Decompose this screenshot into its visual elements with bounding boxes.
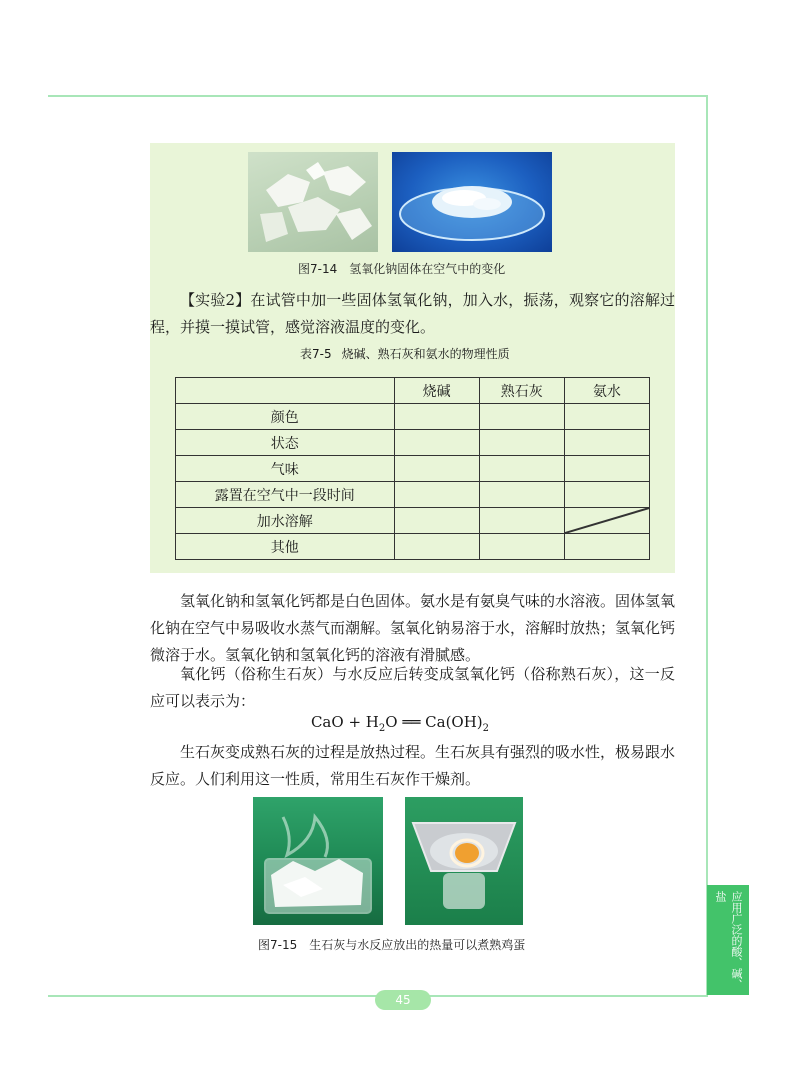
equation-left-tail: O [385, 713, 398, 731]
table-cell [394, 404, 479, 430]
figure-7-14-caption [298, 260, 505, 277]
table-cell [564, 534, 649, 560]
table-cell [479, 508, 564, 534]
row-label-color: 颜色 [176, 404, 395, 430]
paragraph-quicklime-reaction: 氧化钙（俗称生石灰）与水反应后转变成氢氧化钙（俗称熟石灰），这一反应可以表示为： [150, 665, 675, 710]
header-ammonia-water: 氨水 [564, 378, 649, 404]
table-7-5-title [300, 345, 510, 362]
header-slaked-lime: 熟石灰 [479, 378, 564, 404]
figure-title: 氢氧化钠固体在空气中的变化 [349, 262, 506, 276]
row-label-odor: 气味 [176, 456, 395, 482]
table-cell [394, 482, 479, 508]
table-cell [479, 482, 564, 508]
quicklime-water-photo [253, 797, 383, 925]
paragraph-drying-agent: 生石灰变成熟石灰的过程是放热过程。生石灰具有强烈的吸水性，极易跟水反应。人们利用这一性质，常用生石灰作干燥剂。 [150, 743, 676, 788]
table-row [176, 404, 650, 430]
figure-number: 图7-14 [298, 262, 338, 276]
header-caustic-soda: 烧碱 [394, 378, 479, 404]
figure-7-15-caption [258, 936, 525, 953]
table-row [176, 482, 650, 508]
experiment-text: 【实验2】在试管中加一些固体氢氧化钠，加入水，振荡，观察它的溶解过程，并摸一摸试管，感觉溶液温度的变化。 [150, 291, 675, 336]
paragraph-hydroxide-properties: 氢氧化钠和氢氧化钙都是白色固体。氨水是有氨臭气味的水溶液。固体氢氧化钠在空气中易吸收水蒸气而潮解。氢氧化钠易溶于水，溶解时放热；氢氧化钙微溶于水。氢氧化钠和氢氧化钙的溶液有滑腻感。 [150, 592, 676, 664]
table-cell [394, 430, 479, 456]
table-cell [564, 430, 649, 456]
table-row [176, 534, 650, 560]
table-title-text: 烧碱、熟石灰和氨水的物理性质 [341, 347, 510, 361]
table-cell [479, 456, 564, 482]
table-cell-struck [564, 508, 649, 534]
physical-properties-table [175, 377, 650, 560]
page-number: 45 [375, 990, 431, 1010]
naoh-watchglass-photo [392, 152, 552, 252]
row-label-other: 其他 [176, 534, 395, 560]
chapter-side-tab: 应用广泛的酸、碱、盐 [707, 885, 749, 995]
table-cell [564, 456, 649, 482]
page-frame-right [706, 95, 708, 995]
diagonal-strike [565, 508, 649, 533]
table-cell [479, 404, 564, 430]
equation-right: Ca(OH) [425, 713, 483, 731]
equation-left: CaO + H [310, 713, 379, 731]
egg-cooking-photo [405, 797, 523, 925]
chemical-equation [0, 713, 800, 734]
table-row [176, 508, 650, 534]
row-label-state: 状态 [176, 430, 395, 456]
table-cell [394, 456, 479, 482]
figure-title: 生石灰与水反应放出的热量可以煮熟鸡蛋 [309, 938, 526, 952]
figure-number: 图7-15 [258, 938, 298, 952]
equation-left-subscript: 2 [378, 723, 386, 734]
table-header-row [176, 378, 650, 404]
equation-right-subscript: 2 [482, 723, 490, 734]
table-cell [394, 534, 479, 560]
row-label-air-exposure: 露置在空气中一段时间 [176, 482, 395, 508]
table-row [176, 456, 650, 482]
row-label-dissolve: 加水溶解 [176, 508, 395, 534]
table-cell [479, 534, 564, 560]
header-blank-cell [176, 378, 395, 404]
table-number: 表7-5 [300, 347, 332, 361]
table-cell [564, 482, 649, 508]
table-row [176, 430, 650, 456]
naoh-flakes-photo [248, 152, 378, 252]
equation-sign: ══ [397, 713, 426, 731]
page-frame-top [48, 95, 708, 97]
table-cell [479, 430, 564, 456]
table-cell [394, 508, 479, 534]
table-cell [564, 404, 649, 430]
